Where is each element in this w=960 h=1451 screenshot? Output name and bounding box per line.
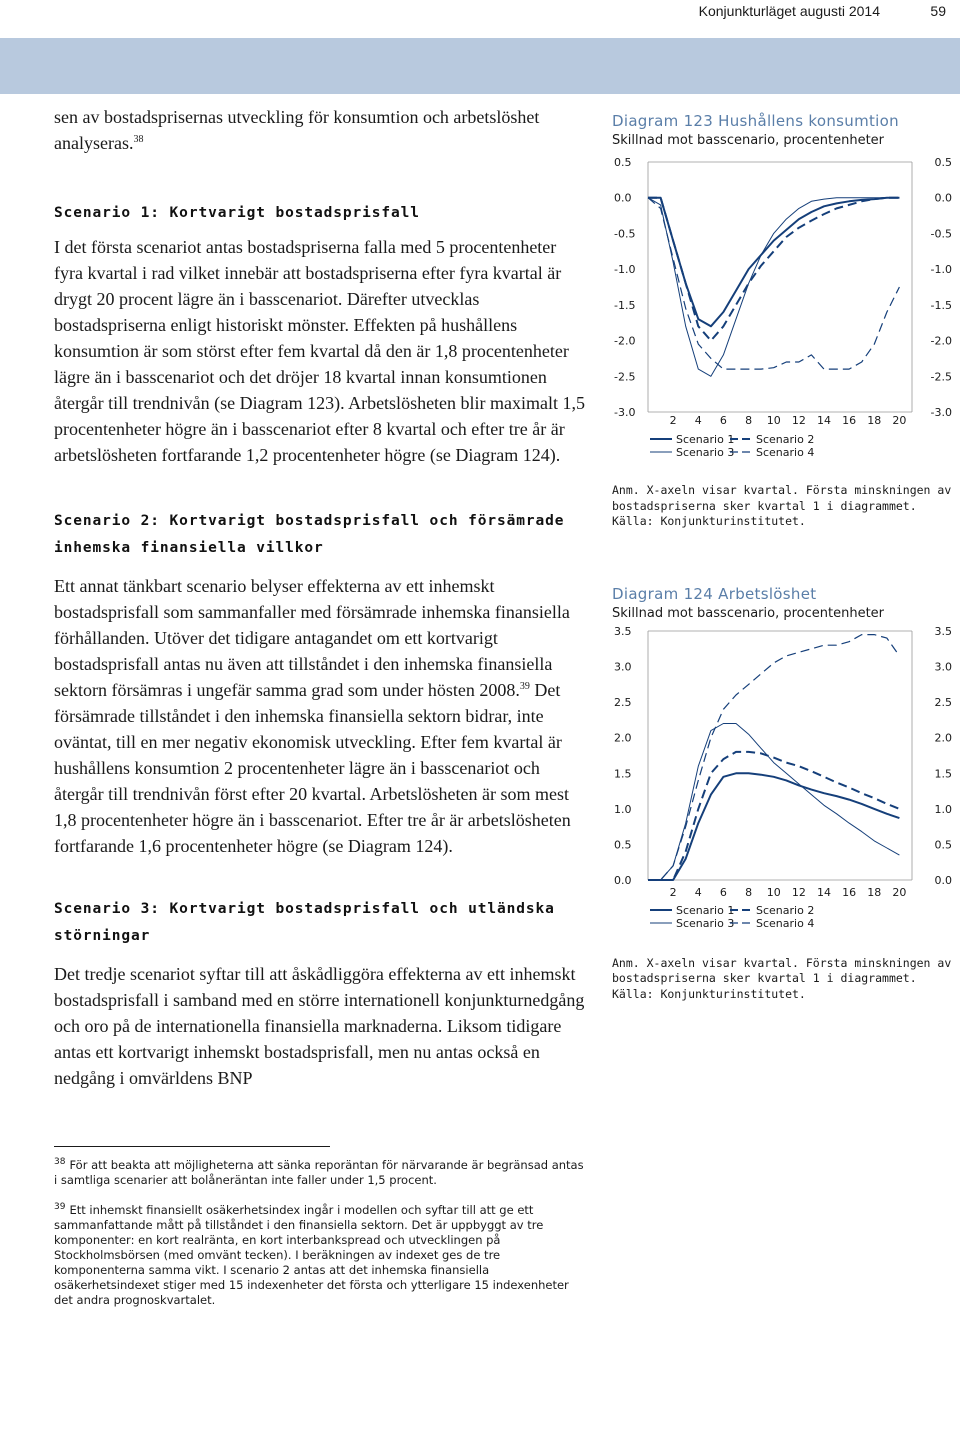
scenario-1-heading: Scenario 1: Kortvarigt bostadsprisfall: [54, 205, 420, 221]
y-tick-label-left: 3.5: [614, 624, 632, 638]
x-tick-label: 12: [791, 885, 806, 899]
x-tick-label: 16: [842, 414, 857, 427]
x-tick-label: 14: [817, 414, 831, 427]
series-line-2: [648, 198, 899, 341]
y-tick-label-right: 0.0: [934, 191, 952, 205]
x-tick-label: 8: [745, 414, 753, 427]
y-tick-label-left: 2.0: [614, 731, 632, 745]
y-tick-label-left: -2.0: [614, 334, 636, 348]
y-tick-label-left: 3.0: [614, 660, 632, 674]
scenario-2-heading: Scenario 2: Kortvarigt bostadsprisfall och försämrade inhemska finansiella villkor: [54, 513, 565, 556]
main-text-column: [54, 104, 589, 1091]
x-tick-label: 10: [766, 885, 781, 899]
running-title: Konjunkturläget augusti 2014: [698, 3, 880, 19]
y-tick-label-right: 2.5: [934, 695, 952, 709]
scenario-2-body-b: Det försämrade tillståndet i den inhemska finansiella sektorn bidrar, inte oväntat, till en mer negativ ekonomisk utveckling. Efter fem kvartal är hushållens konsumtion 2 procentenheter lägre än i basscenariot och återgår till trendnivån först efter 20 kvartal. Arbetslösheten är som mest 1,8 procentenheter högre än i basscenariot. Efter tre år är arbetslösheten fortfarande 1,6 procentenheter högre (se Diagram 124).: [54, 680, 571, 856]
x-tick-label: 12: [791, 414, 806, 427]
x-tick-label: 2: [669, 885, 677, 899]
legend-label: Scenario 1: [676, 433, 735, 446]
x-tick-label: 20: [892, 885, 907, 899]
y-tick-label-left: 1.0: [614, 802, 632, 816]
y-tick-label-left: 0.5: [614, 156, 632, 169]
y-tick-label-right: -2.5: [930, 370, 952, 384]
diagram-124-note: Anm. X-axeln visar kvartal. Första minskningen av bostadspriserna sker kvartal 1 i diagrammet.: [612, 955, 952, 985]
intro-paragraph: [54, 104, 589, 156]
y-tick-label-left: 0.0: [614, 873, 632, 887]
footnote-number: 38: [54, 1157, 66, 1168]
intro-text: sen av bostadsprisernas utveckling för konsumtion och arbetslöshet analyseras.: [54, 107, 540, 153]
x-tick-label: 16: [842, 885, 857, 899]
x-tick-label: 14: [817, 885, 831, 899]
y-tick-label-left: -1.5: [614, 298, 636, 312]
x-tick-label: 18: [867, 414, 882, 427]
x-tick-label: 6: [719, 885, 727, 899]
diagram-123-source: Källa: Konjunkturinstitutet.: [612, 514, 806, 528]
diagram-124-chart: [612, 623, 954, 939]
y-tick-label-left: 0.0: [614, 191, 632, 205]
y-tick-label-left: -0.5: [614, 227, 636, 241]
diagram-123-note: Anm. X-axeln visar kvartal. Första minskningen av bostadspriserna sker kvartal 1 i diagrammet.: [612, 483, 952, 513]
diagram-123: [612, 110, 954, 530]
page-header: [0, 0, 960, 27]
chart-column: [612, 110, 954, 1002]
footnote-ref-39[interactable]: 39: [519, 681, 530, 692]
x-tick-label: 6: [719, 414, 727, 427]
y-tick-label-left: 1.5: [614, 766, 632, 780]
y-tick-label-right: 1.5: [934, 766, 952, 780]
scenario-3-heading: Scenario 3: Kortvarigt bostadsprisfall och utländska störningar: [54, 901, 555, 944]
x-tick-label: 2: [669, 414, 677, 427]
diagram-124-source: Källa: Konjunkturinstitutet.: [612, 986, 806, 1001]
diagram-123-chart: [612, 150, 954, 472]
y-tick-label-right: -3.0: [930, 406, 952, 419]
y-tick-label-right: 3.0: [934, 660, 952, 674]
legend-label: Scenario 4: [756, 916, 815, 930]
y-tick-label-left: -3.0: [614, 406, 636, 419]
footnote-38: [54, 1158, 584, 1188]
x-tick-label: 10: [766, 414, 781, 427]
y-tick-label-right: 3.5: [934, 624, 952, 638]
y-tick-label-right: -2.0: [930, 334, 952, 348]
page-number: 59: [930, 3, 946, 19]
header-band: [0, 38, 960, 94]
y-tick-label-left: -1.0: [614, 263, 636, 277]
y-tick-label-right: -1.5: [930, 298, 952, 312]
scenario-3-body: Det tredje scenariot syftar till att åskådliggöra effekterna av ett inhemskt bostadsprisfall i samband med en större internationell konjunkturnedgång och oro på de internationella finansiella marknaderna. Liksom tidigare antas ett kortvarigt inhemskt bostadsprisfall, men nu antas också en nedgång i omvärldens BNP: [54, 964, 585, 1088]
y-tick-label-left: 0.5: [614, 837, 632, 851]
diagram-124-subtitle: Skillnad mot basscenario, procentenheter: [612, 605, 885, 621]
footnote-39: [54, 1203, 584, 1308]
footnote-text: För att beakta att möjligheterna att sänka reporäntan för närvarande är begränsad antas i samtliga scenarier att bolåneräntan inte faller under 1,5 procent.: [54, 1158, 584, 1187]
x-tick-label: 18: [867, 885, 882, 899]
series-line-2: [648, 751, 899, 879]
footnote-ref-38[interactable]: 38: [133, 134, 144, 145]
y-tick-label-left: 2.5: [614, 695, 632, 709]
y-tick-label-right: -1.0: [930, 263, 952, 277]
legend-label: Scenario 3: [676, 916, 735, 930]
scenario-2-body: [54, 573, 589, 859]
diagram-124-title: Diagram 124 Arbetslöshet: [612, 584, 817, 603]
diagram-123-subtitle: Skillnad mot basscenario, procentenheter: [612, 133, 885, 148]
diagram-123-title: Diagram 123 Hushållens konsumtion: [612, 112, 899, 130]
legend-label: Scenario 3: [676, 446, 735, 459]
scenario-2-body-a: Ett annat tänkbart scenario belyser effekterna av ett inhemskt bostadsprisfall som sammanfaller med försämrade inhemska finansiella förhållanden. Utöver det tidigare antagandet om ett kortvarigt bostadsprisfall antas nu även att tillståndet i den inhemska finansiella sektorn försämras i ungefär samma grad som under hösten 2008.: [54, 576, 570, 700]
y-tick-label-right: 1.0: [934, 802, 952, 816]
footnote-rule: [54, 1146, 330, 1147]
legend-label: Scenario 1: [676, 903, 735, 917]
x-tick-label: 20: [892, 414, 907, 427]
x-tick-label: 4: [694, 414, 702, 427]
y-tick-label-right: 0.0: [934, 873, 952, 887]
series-line-3: [648, 198, 899, 377]
legend-label: Scenario 4: [756, 446, 815, 459]
legend-label: Scenario 2: [756, 433, 815, 446]
legend-label: Scenario 2: [756, 903, 815, 917]
y-tick-label-right: -0.5: [930, 227, 952, 241]
y-tick-label-left: -2.5: [614, 370, 636, 384]
y-tick-label-right: 0.5: [934, 156, 952, 169]
y-tick-label-right: 2.0: [934, 731, 952, 745]
scenario-1-body: I det första scenariot antas bostadspriserna falla med 5 procentenheter fyra kvartal i rad vilket innebär att bostadspriserna efter fyra kvartal är drygt 20 procent lägre än i basscenariot. Därefter utvecklas bostadspriserna enligt historiskt mönster. Effekten på hushållens konsumtion är som störst efter fem kvartal då den är 1,8 procentenheter lägre än i basscenariot och det dröjer 18 kvartal innan konsumtionen återgår till trendnivån (se Diagram 123). Arbetslösheten blir maximalt 1,5 procentenheter högre än i basscenariot efter 8 kvartal och efter tre år är arbetslösheten fortfarande 1,2 procentenheter högre (se Diagram 124).: [54, 237, 586, 465]
footnote-number: 39: [54, 1202, 66, 1213]
y-tick-label-right: 0.5: [934, 837, 952, 851]
x-tick-label: 4: [694, 885, 702, 899]
x-tick-label: 8: [745, 885, 753, 899]
footnote-text: Ett inhemskt finansiellt osäkerhetsindex ingår i modellen och syftar till att ge ett sammanfattande mått på tillståndet i den finansiella sektorn. Det är uppbyggt av tre komponenter: en kort realränta, en kort interbankspread och utvecklingen på Stockholmsbörsen (med omvänt tecken). I beräkningen av indexet ges de tre komponenterna samma vikt. I scenario 2 antas att det inhemska finansiella osäkerhetsindexet stiger med 15 indexenheter det första och ytterligare 15 indexenheter det andra prognoskvartalet.: [54, 1203, 569, 1307]
diagram-124: [612, 583, 954, 1003]
